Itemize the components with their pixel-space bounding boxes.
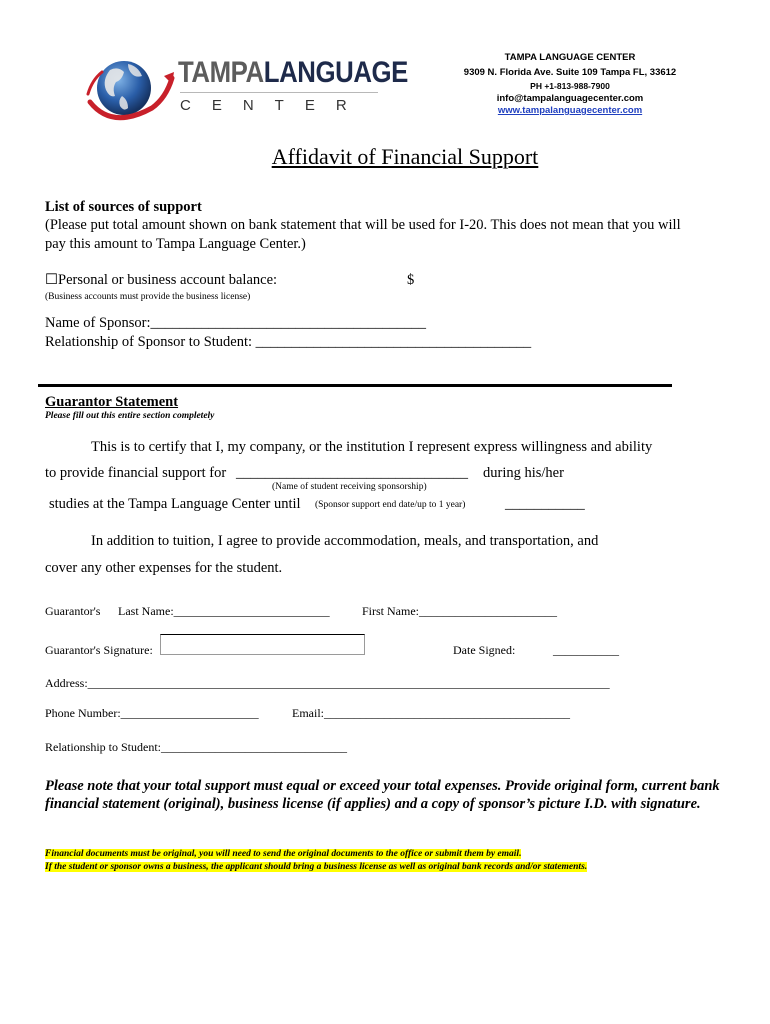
contact-email: info@tampalanguagecenter.com [496,93,644,104]
balance-currency: $ [407,272,415,288]
brand-divider [180,92,378,93]
phone-field[interactable]: Phone Number:_______________________ [45,706,259,720]
end-date-field[interactable]: ___________ [505,496,585,512]
certify-during: during his/her [483,465,564,481]
relationship-field[interactable]: Relationship to Student:_______________________________ [45,740,347,754]
business-license-note: (Business accounts must provide the business license) [45,292,251,302]
sources-instruction-2: pay this amount to Tampa Language Center.) [45,236,306,252]
contact-address: 9309 N. Florida Ave. Suite 109 Tampa FL, 33612 [463,67,677,78]
highlighted-note-1: Financial documents must be original, you will need to send the original documents to the office or submit them by email. [45,849,522,859]
end-date-hint: (Sponsor support end date/up to 1 year) [315,500,466,510]
address-field[interactable]: Address:_______________________________________________________________________________________ [45,676,610,690]
sources-instruction-1: (Please put total amount shown on bank statement that will be used for I-20. This does not mean that you will [45,217,681,233]
contact-phone: PH +1-813-988-7900 [530,81,610,91]
sponsor-relationship-field[interactable]: Relationship of Sponsor to Student: ______________________________________ [45,334,532,350]
student-name-field[interactable]: ________________________________ [236,465,468,481]
date-signed-label: Date Signed: [453,643,516,657]
highlighted-note-2: If the student or sponsor owns a business, the applicant should bring a business license as well as original bank records and/or statements. [45,862,588,872]
signature-field[interactable] [160,634,365,655]
tuition-line-2: cover any other expenses for the student. [45,560,283,576]
signature-label: Guarantor's Signature: [45,643,153,657]
globe-icon [82,50,178,130]
sponsor-name-field[interactable]: Name of Sponsor:______________________________________ [45,315,427,331]
tuition-line-1: In addition to tuition, I agree to provide accommodation, meals, and transportation, and [91,533,599,549]
student-name-hint: (Name of student receiving sponsorship) [272,482,427,492]
email-field[interactable]: Email:_________________________________________ [292,706,570,720]
guarantors-label: Guarantor's [45,604,101,618]
page-title: Affidavit of Financial Support [271,144,539,169]
last-name-field[interactable]: Last Name:__________________________ [118,604,330,618]
guarantor-heading: Guarantor Statement [45,394,179,410]
first-name-field[interactable]: First Name:_______________________ [362,604,557,618]
certify-line-1: This is to certify that I, my company, or the institution I represent express willingness and ability [91,439,653,455]
website-link[interactable]: www.tampalanguagecenter.com [497,105,643,116]
brand-name: TAMPALANGUAGE [178,56,408,89]
studies-line: studies at the Tampa Language Center until [49,496,301,512]
brand-subtitle: CENTER [180,97,368,114]
sources-heading: List of sources of support [45,199,202,215]
support-note: Please note that your total support must equal or exceed your total expenses. Provide original form, current bank financial statement (original), business license (if applies) and a copy of sponsor’s picture I.D. with signature. [45,778,720,812]
guarantor-subheading: Please fill out this entire section completely [45,411,215,421]
account-balance-checkbox[interactable]: ☐Personal or business account balance: [45,272,278,288]
contact-name: TAMPA LANGUAGE CENTER [504,52,636,63]
date-signed-field[interactable]: ___________ [553,643,619,657]
section-divider [38,384,672,387]
certify-line-2: to provide financial support for [45,465,227,481]
